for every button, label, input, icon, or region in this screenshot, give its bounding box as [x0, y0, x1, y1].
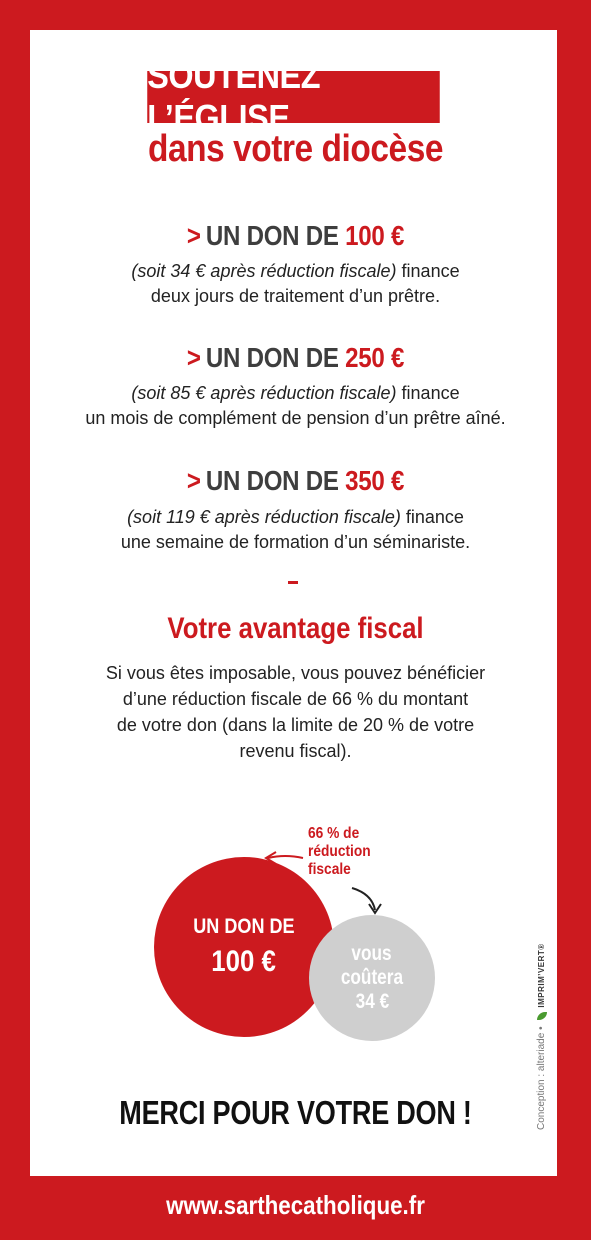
- arrow-bullet-icon: >: [186, 465, 201, 496]
- don-label: UN DON DE: [205, 220, 339, 251]
- don-amount: 250 €: [345, 342, 405, 373]
- don-purpose: un mois de complément de pension d’un prêtre aîné.: [85, 408, 506, 428]
- fiscal-line: Si vous êtes imposable, vous pouvez bénéficier: [105, 663, 486, 683]
- don-purpose: deux jours de traitement d’un prêtre.: [150, 286, 441, 306]
- don-heading-350: [41, 465, 549, 497]
- don-heading-100: [41, 220, 549, 252]
- reduction-note-line: réduction: [308, 843, 371, 860]
- arrow-bullet-icon: >: [186, 220, 201, 251]
- donation-circle-label: UN DON DE: [193, 915, 295, 938]
- cost-circle-line: vous: [351, 942, 393, 965]
- reduction-note-line: 66 % de: [308, 825, 360, 842]
- don-detail: (soit 85 € après réduction fiscale): [131, 383, 397, 403]
- separator-dot: •: [536, 1023, 547, 1033]
- page-title: SOUTENEZ L’ÉGLISE: [147, 71, 440, 123]
- don-finance: finance: [405, 507, 464, 527]
- credits-vertical: [536, 943, 547, 1130]
- fiscal-text: [0, 660, 591, 764]
- don-description-350: [0, 505, 591, 555]
- don-detail: (soit 119 € après réduction fiscale): [127, 507, 401, 527]
- fiscal-line: revenu fiscal).: [239, 741, 352, 761]
- donation-circle-amount: 100 €: [211, 945, 277, 978]
- thanks-message: MERCI POUR VOTRE DON !: [119, 1094, 472, 1131]
- design-credit: Conception : alteriade: [536, 1032, 547, 1130]
- don-purpose: une semaine de formation d’un séminariste.: [120, 532, 471, 552]
- don-description-100: [0, 259, 591, 309]
- reduction-note: [308, 825, 377, 879]
- fiscal-title: Votre avantage fiscal: [167, 612, 424, 645]
- donation-circle: [154, 857, 334, 1037]
- fiscal-line: d’une réduction fiscale de 66 % du montant: [122, 689, 469, 709]
- don-amount: 350 €: [345, 465, 405, 496]
- page-subtitle: dans votre diocèse: [147, 128, 444, 170]
- cost-circle-line: coûtera: [340, 966, 404, 989]
- leaf-icon: [537, 1012, 547, 1020]
- fiscal-line: de votre don (dans la limite de 20 % de votre: [116, 715, 475, 735]
- printer-label: IMPRIM’VERT®: [537, 943, 546, 1008]
- website-link[interactable]: www.sarthecatholique.fr: [166, 1190, 425, 1220]
- don-amount: 100 €: [345, 220, 405, 251]
- arrow-bullet-icon: >: [186, 342, 201, 373]
- section-divider: [288, 581, 298, 584]
- reduction-note-line: fiscale: [308, 861, 351, 878]
- don-label: UN DON DE: [205, 342, 339, 373]
- don-label: UN DON DE: [205, 465, 339, 496]
- cost-circle-amount: 34 €: [355, 990, 389, 1013]
- don-detail: (soit 34 € après réduction fiscale): [131, 261, 397, 281]
- don-description-250: [0, 381, 591, 431]
- cost-circle: [309, 915, 435, 1041]
- don-finance: finance: [401, 261, 460, 281]
- don-heading-250: [41, 342, 549, 374]
- don-finance: finance: [401, 383, 460, 403]
